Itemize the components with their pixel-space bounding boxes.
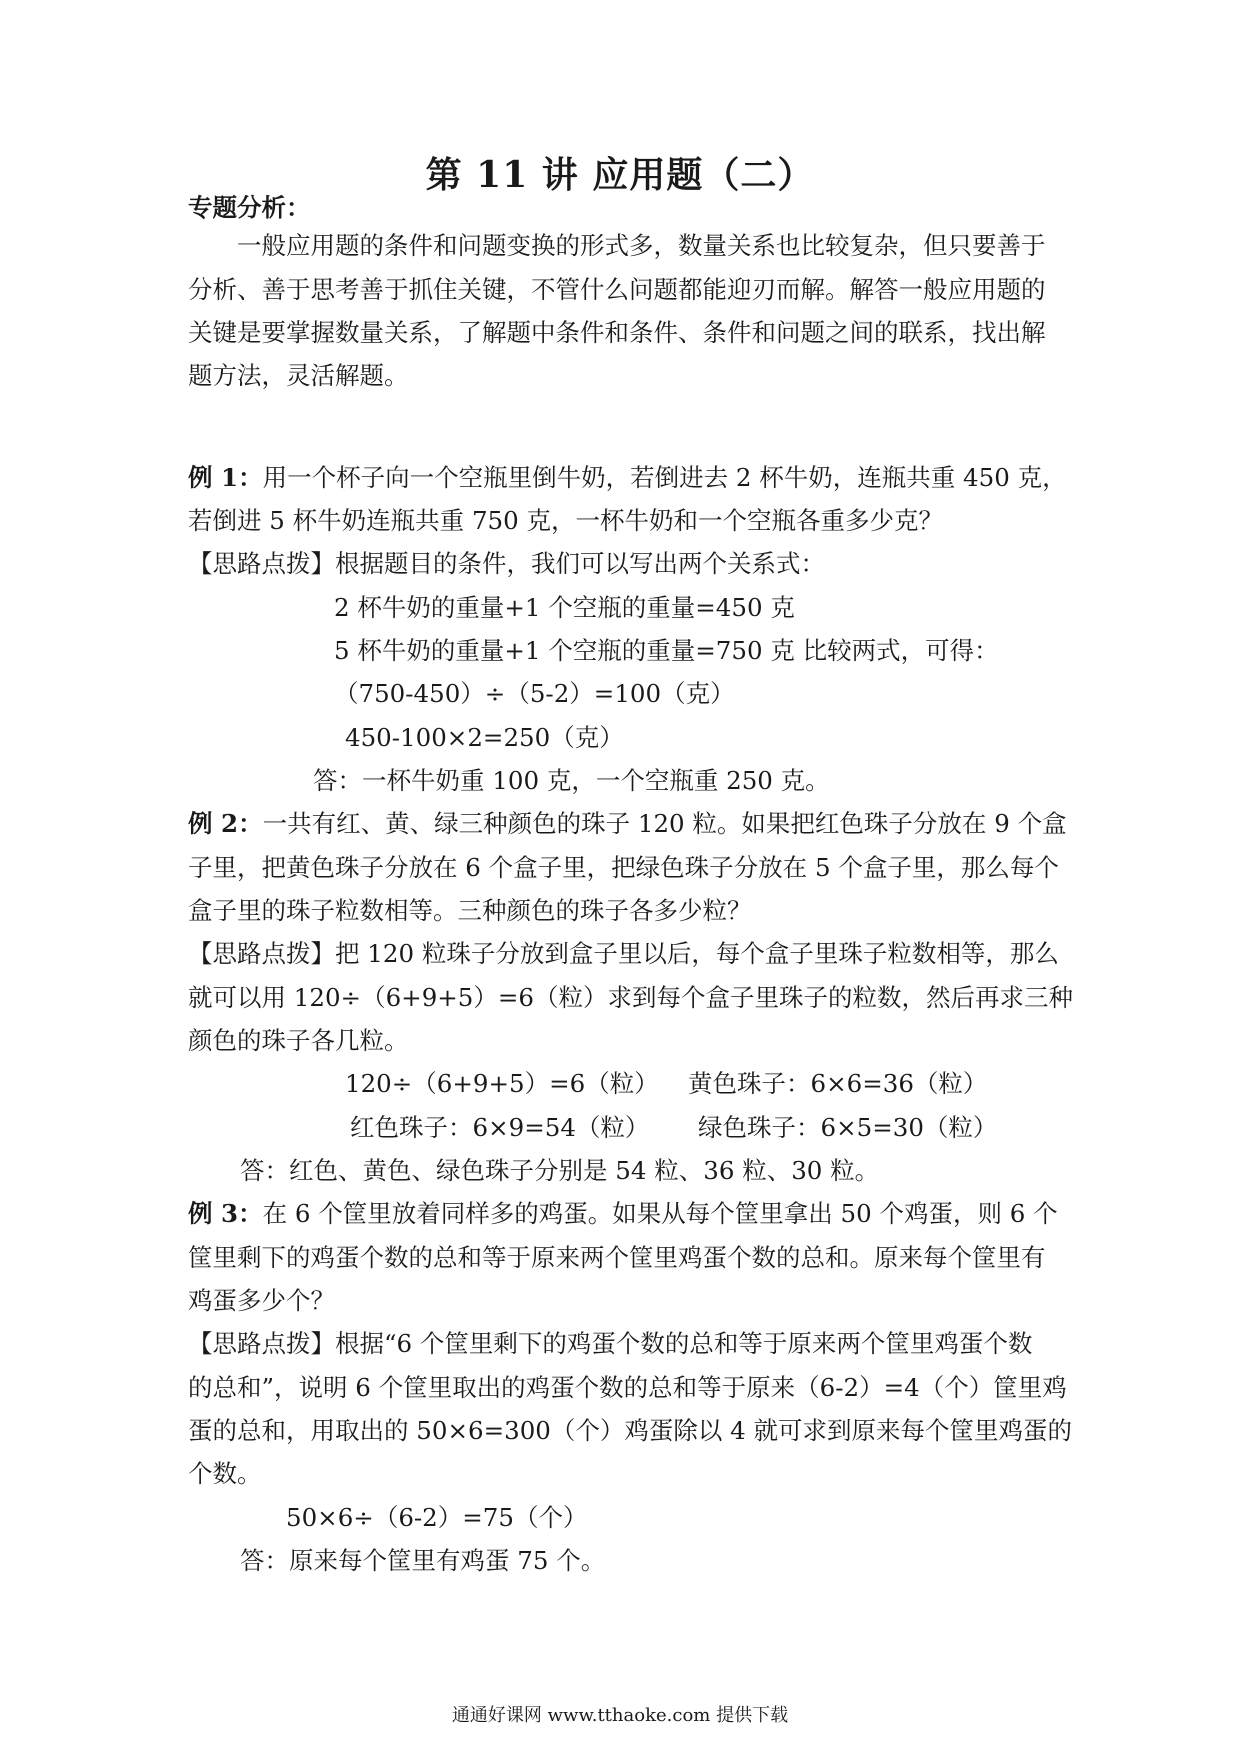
example-2-hint: 颜色的珠子各几粒。: [188, 1026, 409, 1055]
page-title: 第 11 讲 应用题（二）: [425, 154, 815, 196]
example-3-hint: 个数。: [188, 1459, 262, 1488]
example-1-relation: 5 杯牛奶的重量+1 个空瓶的重量=750 克 比较两式，可得：: [334, 636, 999, 665]
example-3-label: 例 3：: [188, 1199, 263, 1228]
example-1-calculation: （750-450）÷（5-2）=100（克）: [334, 679, 735, 708]
example-3-question-line: 鸡蛋多少个？: [188, 1286, 335, 1315]
example-3-hint: 蛋的总和，用取出的 50×6=300（个）鸡蛋除以 4 就可求到原来每个筐里鸡蛋的: [188, 1416, 1073, 1445]
example-1-question-line: 若倒进 5 杯牛奶连瓶共重 750 克，一杯牛奶和一个空瓶各重多少克？: [188, 506, 943, 535]
analysis-heading: 专题分析：: [188, 193, 311, 222]
example-3-question-line: 筐里剩下的鸡蛋个数的总和等于原来两个筐里鸡蛋个数的总和。原来每个筐里有: [188, 1243, 1046, 1272]
example-2-hint: 就可以用 120÷（6+9+5）=6（粒）求到每个盒子里珠子的粒数，然后再求三种: [188, 983, 1074, 1012]
example-2-calculation: 120÷（6+9+5）=6（粒）: [345, 1069, 659, 1098]
example-1-relation: 2 杯牛奶的重量+1 个空瓶的重量=450 克: [334, 593, 795, 622]
example-1-label: 例 1：: [188, 463, 263, 492]
example-1-question-line: [188, 460, 1067, 496]
example-2-answer: 答：红色、黄色、绿色珠子分别是 54 粒、36 粒、30 粒。: [240, 1156, 880, 1185]
example-3-hint: 【思路点拨】根据“6 个筐里剩下的鸡蛋个数的总和等于原来两个筐里鸡蛋个数: [188, 1329, 1033, 1358]
analysis-line: 题方法，灵活解题。: [188, 361, 409, 390]
analysis-line: 一般应用题的条件和问题变换的形式多，数量关系也比较复杂，但只要善于: [237, 231, 1046, 260]
analysis-line: 分析、善于思考善于抓住关键，不管什么问题都能迎刃而解。解答一般应用题的: [188, 275, 1046, 304]
analysis-line: 关键是要掌握数量关系，了解题中条件和条件、条件和问题之间的联系，找出解: [188, 318, 1046, 347]
example-2-question-line: [188, 806, 1067, 842]
example-3-answer: 答：原来每个筐里有鸡蛋 75 个。: [240, 1546, 606, 1575]
example-2-calculation: 红色珠子：6×9=54（粒）: [350, 1113, 650, 1142]
example-2-label: 例 2：: [188, 809, 263, 838]
footer-credit: 通通好课网 www.tthaoke.com 提供下载: [451, 1705, 789, 1726]
example-3-calculation: 50×6÷（6-2）=75（个）: [286, 1503, 588, 1532]
example-2-question-line: 盒子里的珠子粒数相等。三种颜色的珠子各多少粒？: [188, 896, 752, 925]
example-2-question-line: 子里，把黄色珠子分放在 6 个盒子里，把绿色珠子分放在 5 个盒子里，那么每个: [188, 853, 1059, 882]
example-3-question-text: 在 6 个筐里放着同样多的鸡蛋。如果从每个筐里拿出 50 个鸡蛋，则 6 个: [262, 1199, 1058, 1228]
example-1-hint: 【思路点拨】根据题目的条件，我们可以写出两个关系式：: [188, 549, 825, 578]
example-2-calculation: 绿色珠子：6×5=30（粒）: [698, 1113, 998, 1142]
example-1-answer: 答：一杯牛奶重 100 克，一个空瓶重 250 克。: [313, 766, 830, 795]
example-2-calculation: 黄色珠子：6×6=36（粒）: [688, 1069, 988, 1098]
example-2-question-text: 一共有红、黄、绿三种颜色的珠子 120 粒。如果把红色珠子分放在 9 个盒: [262, 809, 1067, 838]
example-2-hint: 【思路点拨】把 120 粒珠子分放到盒子里以后，每个盒子里珠子粒数相等，那么: [188, 939, 1059, 968]
example-3-question-line: [188, 1196, 1058, 1232]
example-1-question-text: 用一个杯子向一个空瓶里倒牛奶，若倒进去 2 杯牛奶，连瓶共重 450 克，: [262, 463, 1067, 492]
example-3-hint: 的总和”，说明 6 个筐里取出的鸡蛋个数的总和等于原来（6-2）=4（个）筐里鸡: [188, 1373, 1067, 1402]
example-1-calculation: 450-100×2=250（克）: [345, 723, 624, 752]
